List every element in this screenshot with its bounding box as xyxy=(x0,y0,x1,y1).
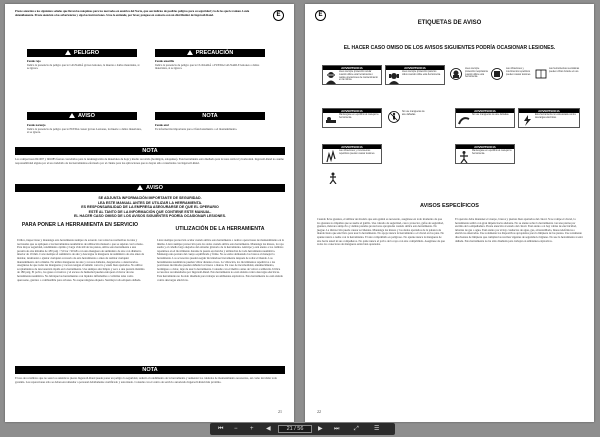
warning-triangle-icon xyxy=(137,185,143,190)
nota-body: Los compactores IR1097 y IR1085 fueron concebidos para la desintegración de materiales de hoja y medio recorrido (hormigón, adoquines). Esta herramienta está diseñada para la tarea vertical y horizontal. Ingersoll-Rand no asume responsabilidad alguna por el uso indebido de las herramientas efectuado por el cliente para las aplicaciones que no hayan sido consultadas con Ingersoll-Rand. xyxy=(15,157,284,165)
warning-label-ear xyxy=(385,65,445,85)
fondo-amarillo-title: Fondo amarillo xyxy=(155,59,175,63)
right-page xyxy=(305,4,594,422)
warning-label-hose xyxy=(455,108,515,128)
symbol-text: Las herramientas neumáticas pueden vibrar durante el uso. xyxy=(549,68,580,73)
nota-section-banner xyxy=(15,147,285,155)
fondo-amarillo-text: Indica la presencia de peligro que le CUASARÁ o PUEDA CAUSARLE lesiones o daños materiales, si se ignora. xyxy=(155,62,260,71)
language-e-icon: E xyxy=(315,10,326,21)
symbol-text: No use mangueras de aire dañadas. xyxy=(402,111,425,116)
fondo-azul-title: Fondo azul xyxy=(155,123,169,127)
operator-figure-icon xyxy=(327,172,339,184)
nota-footer-banner xyxy=(15,366,285,374)
fondo-naranja-block xyxy=(27,124,142,135)
fondo-rojo-block xyxy=(27,60,142,71)
aviso-section-banner xyxy=(15,184,285,192)
fondo-amarillo-block xyxy=(155,60,270,71)
zoom-out-button[interactable]: − xyxy=(234,426,238,432)
warning-head: ADVERTENCIA xyxy=(386,66,444,70)
etiquetas-subtitle: EL HACER CASO OMISO DE LOS AVISOS SIGUIENTES PODRÍA OCASIONAR LESIONES. xyxy=(343,45,556,51)
warning-text: Lleve siempre protección para los oídos cuando utilice esta herramienta. xyxy=(402,71,441,76)
manual-book-icon xyxy=(535,68,547,80)
aviso-line: ESTÉ AL TANTO DE LA INFORMACIÓN QUE CONTIENE ESTE MANUAL. xyxy=(88,209,212,214)
fondo-rojo-text: Indica la presencia de peligro que le CAUSARÁ graves lesiones, la muerte o daños materiales, si se ignora. xyxy=(27,62,140,71)
aviso-lines xyxy=(15,196,285,219)
aviso-section-label: AVISO xyxy=(146,185,163,191)
utilizacion-title: UTILIZACIÓN DE LA HERRAMIENTA xyxy=(175,226,265,232)
safety-glasses-icon xyxy=(325,71,337,84)
warning-head: ADVERTENCIA xyxy=(323,66,381,70)
warning-label-hand xyxy=(322,108,382,128)
warning-head: ADVERTENCIA xyxy=(456,145,514,149)
nota-banner xyxy=(155,112,265,120)
utilizacion-text: Lleve siempre protección ocular cuando utilice esta herramienta o realice operaciones de mantenimiento en la misma. Lleve siempre protección para los oídos cuando utilice esta herramienta. Mantenga las manos, la ropa suelta y el cabello largo alejados del extremo giratorio de la herramienta. Anticipe y esté atento a los cambios repentinos en el movimiento durante la puesta en marcha y utilización de toda herramienta neumática. Mantenga una postura del cuerpo equilibrada y firme. No se estire demasiado los brazos al manejar la herramienta. Los accesorios pueden seguir moviéndose brevemente después de soltar el mando. Las herramientas neumáticas pueden vibrar durante el uso. La vibración, los movimientos repetitivos o las posiciones incómodas pueden dañarle los brazos o manos. En caso de incomodidad, entumecimiento, hormigueo o dolor, deje de usar la herramienta. Consulte con el médico antes de volver a utilizarla. Utilice accesorios recomendados por Ingersoll-Rand. Esta herramienta no está aislada contra descargas eléctricas. Esta herramienta no ha sido diseñada para trabajar en ambientes explosivos. Esta herramienta no está aislada contra descargas eléctricas. xyxy=(157,238,284,282)
specific-col-2: El operario debe mantener el cuerpo, brazos y piernas bien apartados del cincel. Si se rompe el cincel, la herramienta saldrá con gran ímpetu hacia adelante. No se siente sobre la herramienta con una pierna por encima de la empuñadura. Preste atención al estado del cincel. Esté atento a si hay cables de electricidad, tuberías de gas o agua. Esté atento por si hay conductos de agua, gas, alcantarillado, líneas telefónicas o eléctricas enterradas. Use solamente los dispositivos apropiados para la limpieza de las piezas. Use solamente disolventes de limpieza que cumplan las normas vigentes de seguridad e higiene. No use la herramienta si está dañada. Esta herramienta no ha sido diseñada para trabajar en ambientes explosivos. xyxy=(455,217,583,243)
next-page-button[interactable]: ▶ xyxy=(318,426,323,432)
zoom-in-button[interactable]: + xyxy=(250,426,254,432)
footer-text: El uso de recambios que no sean los auténticos piezas Ingersoll-Rand puede poner en peligro la seguridad, reducir el rendimiento de la herramienta y aumentar los cuidados de mantenimiento necesarios, así como invalidar toda garantía. Las reparaciones sólo se deben encomendar a personal debidamente cualificado y autorizado. Consulte con el centro de servicio autorizado Ingersoll-Rand más próximo. xyxy=(15,376,277,384)
aviso-line: ES RESPONSABILIDAD DE LA EMPRESA ASEGURARSE DE QUE EL OPERARIO xyxy=(81,205,219,209)
fondo-azul-text: Es información importante para el funcionamiento o el mantenimiento. xyxy=(155,126,238,131)
warning-triangle-icon xyxy=(65,50,71,55)
precaucion-label: PRECAUCIÓN xyxy=(195,50,234,56)
aviso-line: SE ADJUNTA INFORMACIÓN IMPORTANTE DE SEGURIDAD. xyxy=(98,196,202,200)
fondo-naranja-title: Fondo naranja xyxy=(27,123,46,127)
menu-button[interactable]: ☰ xyxy=(374,426,380,432)
warning-head: ADVERTENCIA xyxy=(519,109,579,113)
nota-footer-label: NOTA xyxy=(142,367,158,373)
warning-text: Las vibraciones y movimientos repetitivos pueden causar lesiones. xyxy=(339,150,376,155)
peligro-label: PELIGRO xyxy=(73,50,100,56)
warning-label-electric xyxy=(518,108,580,128)
puesta-en-servicio-title: PARA PONER LA HERRAMIENTA EN SERVICIO xyxy=(21,222,139,228)
fit-page-button[interactable]: ⤢ xyxy=(354,426,359,432)
nota-section-label: NOTA xyxy=(142,148,158,154)
aviso-banner xyxy=(27,112,137,120)
fondo-rojo-title: Fondo rojo xyxy=(27,59,41,63)
symbol-text: Lleve siempre protección respiratoria cuando utilice esta herramienta. xyxy=(465,68,488,79)
viewer-toolbar xyxy=(210,423,395,435)
warning-text: Manténgase en equilibrio al manejar la herramienta. xyxy=(339,114,379,119)
warning-text: Lleve siempre protección ocular cuando utilice esta herramienta o realice operaciones de mantenimiento en la misma. xyxy=(339,71,378,82)
left-page xyxy=(5,4,294,422)
peligro-banner xyxy=(27,49,137,57)
aviso-label: AVISO xyxy=(78,113,95,119)
warning-text: Manténgase en equilibrio al manejar la herramienta. xyxy=(472,150,512,155)
warning-text: Esta herramienta no está aislada contra descargas eléctricas. xyxy=(535,114,576,119)
ear-protection-icon xyxy=(388,71,400,84)
warning-head: ADVERTENCIA xyxy=(456,109,514,113)
balance-icon xyxy=(458,150,470,163)
warning-triangle-icon xyxy=(187,50,193,55)
read-manual-icon xyxy=(491,68,503,80)
warning-text: No use mangueras de aire dañadas. xyxy=(472,114,510,116)
last-page-button[interactable]: ⏭ xyxy=(334,426,340,432)
warning-head: ADVERTENCIA xyxy=(323,109,381,113)
precaucion-banner xyxy=(155,49,265,57)
page-number: 22 xyxy=(317,409,321,414)
puesta-en-servicio-text: Utilice, inspeccione y mantenga esta herramienta siempre de acuerdo con todas las normativas locales y nacionales que se apliquen a las herramientas neumáticas de utilización manual o que se sujetan con la mano. Para mayor seguridad, rendimiento óptimo y larga vida útil de las piezas, utilice esta herramienta a una presión de aire máxima de 180 psig / 7,6 bar / 90 kPa con una manguera de suministro de aire con diámetro interior de 19 mm. Corte siempre el suministro de aire y descargue la manguera de suministro de aire antes de instalar, desmontar o ajustar cualquier accesorio de esta herramienta o antes de realizar cualquier mantenimiento de la misma. No utilice mangueras de aire y racores dañados, desgastados o deteriorados. Asegúrese de que todas las mangueras y racores tengan el tamaño correcto y estén bien apretados. No utilice acoplamientos de desconexión rápida en la herramienta. Use siempre aire limpio y seco a una presión máxima de 180 psig. El polvo, los gases corrosivos y el exceso de humedad pueden estropear el motor de una herramienta neumática. No lubrique las herramientas con líquidos inflamables o volátiles tales como queroseno, gasóleo o combustible para aviones. No saque ninguna etiqueta. Sustituya toda etiqueta dañada. xyxy=(17,238,145,282)
fondo-azul-block xyxy=(155,124,270,131)
symbol-text: Las vibraciones y movimientos repetitivos pueden causar lesiones. xyxy=(506,68,531,76)
page-number: 21 xyxy=(278,409,282,414)
no-jump-icon xyxy=(388,111,400,123)
avisos-especificos-title: AVISOS ESPECÍFICOS xyxy=(420,203,479,209)
electric-shock-icon xyxy=(521,114,533,127)
hose-hazard-icon xyxy=(458,114,470,127)
aviso-line: EL HACER CASO OMISO DE LOS AVISOS SIGUIENTES PODRÍA OCASIONAR LESIONES. xyxy=(74,214,226,218)
hand-hazard-icon xyxy=(325,114,337,127)
first-page-button[interactable]: ⏮ xyxy=(218,426,224,432)
vibration-icon xyxy=(325,150,337,163)
intro-text: Preste atención a los siguientes señales que llevan las máquinas para los mercados en américa del Norte, que son indicios de posibles peligros para su seguridad y la de los que le rodean. Léala detenidamente. Preste atención a las advertencias y siga las instrucciones. Si no lo entiende, por favor, póngase en contacto con un distribuidor de Ingersoll-Rand. xyxy=(15,9,250,17)
fondo-naranja-text: Indica la presencia de peligro que le PUEDA causar graves Lesiones, la muerte o daños materiales, si se ignora. xyxy=(27,126,142,135)
warning-label-vibration xyxy=(322,144,382,164)
language-e-icon: E xyxy=(273,10,284,21)
warning-label-balance xyxy=(455,144,515,164)
face-protection-icon xyxy=(450,68,462,80)
warning-label-eye xyxy=(322,65,382,85)
warning-head: ADVERTENCIA xyxy=(323,145,381,149)
etiquetas-title: ETIQUETAS DE AVISO xyxy=(417,20,482,26)
nota-label: NOTA xyxy=(202,113,218,119)
page-indicator[interactable]: 21 / 56 xyxy=(278,425,312,433)
specific-col-1: Cuando lleve guantes, el utilizar un modelo que esta genial es necesario, asegúrese en todo momento de que los guantes no impidan que se suelte el gatillo. Use calzado de seguridad, casco protector, gafas de seguridad, guantes, máscara antipolvo y demás prendas protectoras apropiadas cuando utilice esta herramienta. No juegue. La distracción puede causar accidentes. Mantenga las manos y los dedos apartados de la palanca de mando hasta que esté listo para usar la herramienta. No apoye nunca la herramienta o el cincel en los pies. No apunte nunca a nadie con la herramienta. El aire comprimido es peligroso. No apunte nunca la manguera de aire hacia usted ni sus compañeros. No quite nunca el polvo de la ropa con aire comprimido. Asegúrese de que todos los conectores de manguera estén bien apretados. xyxy=(317,217,445,247)
warning-triangle-icon xyxy=(69,113,75,118)
prev-page-button[interactable]: ◀ xyxy=(266,426,271,432)
aviso-line: LEA ESTE MANUAL ANTES DE UTILIZAR LA HERRAMIENTA. xyxy=(97,200,203,205)
